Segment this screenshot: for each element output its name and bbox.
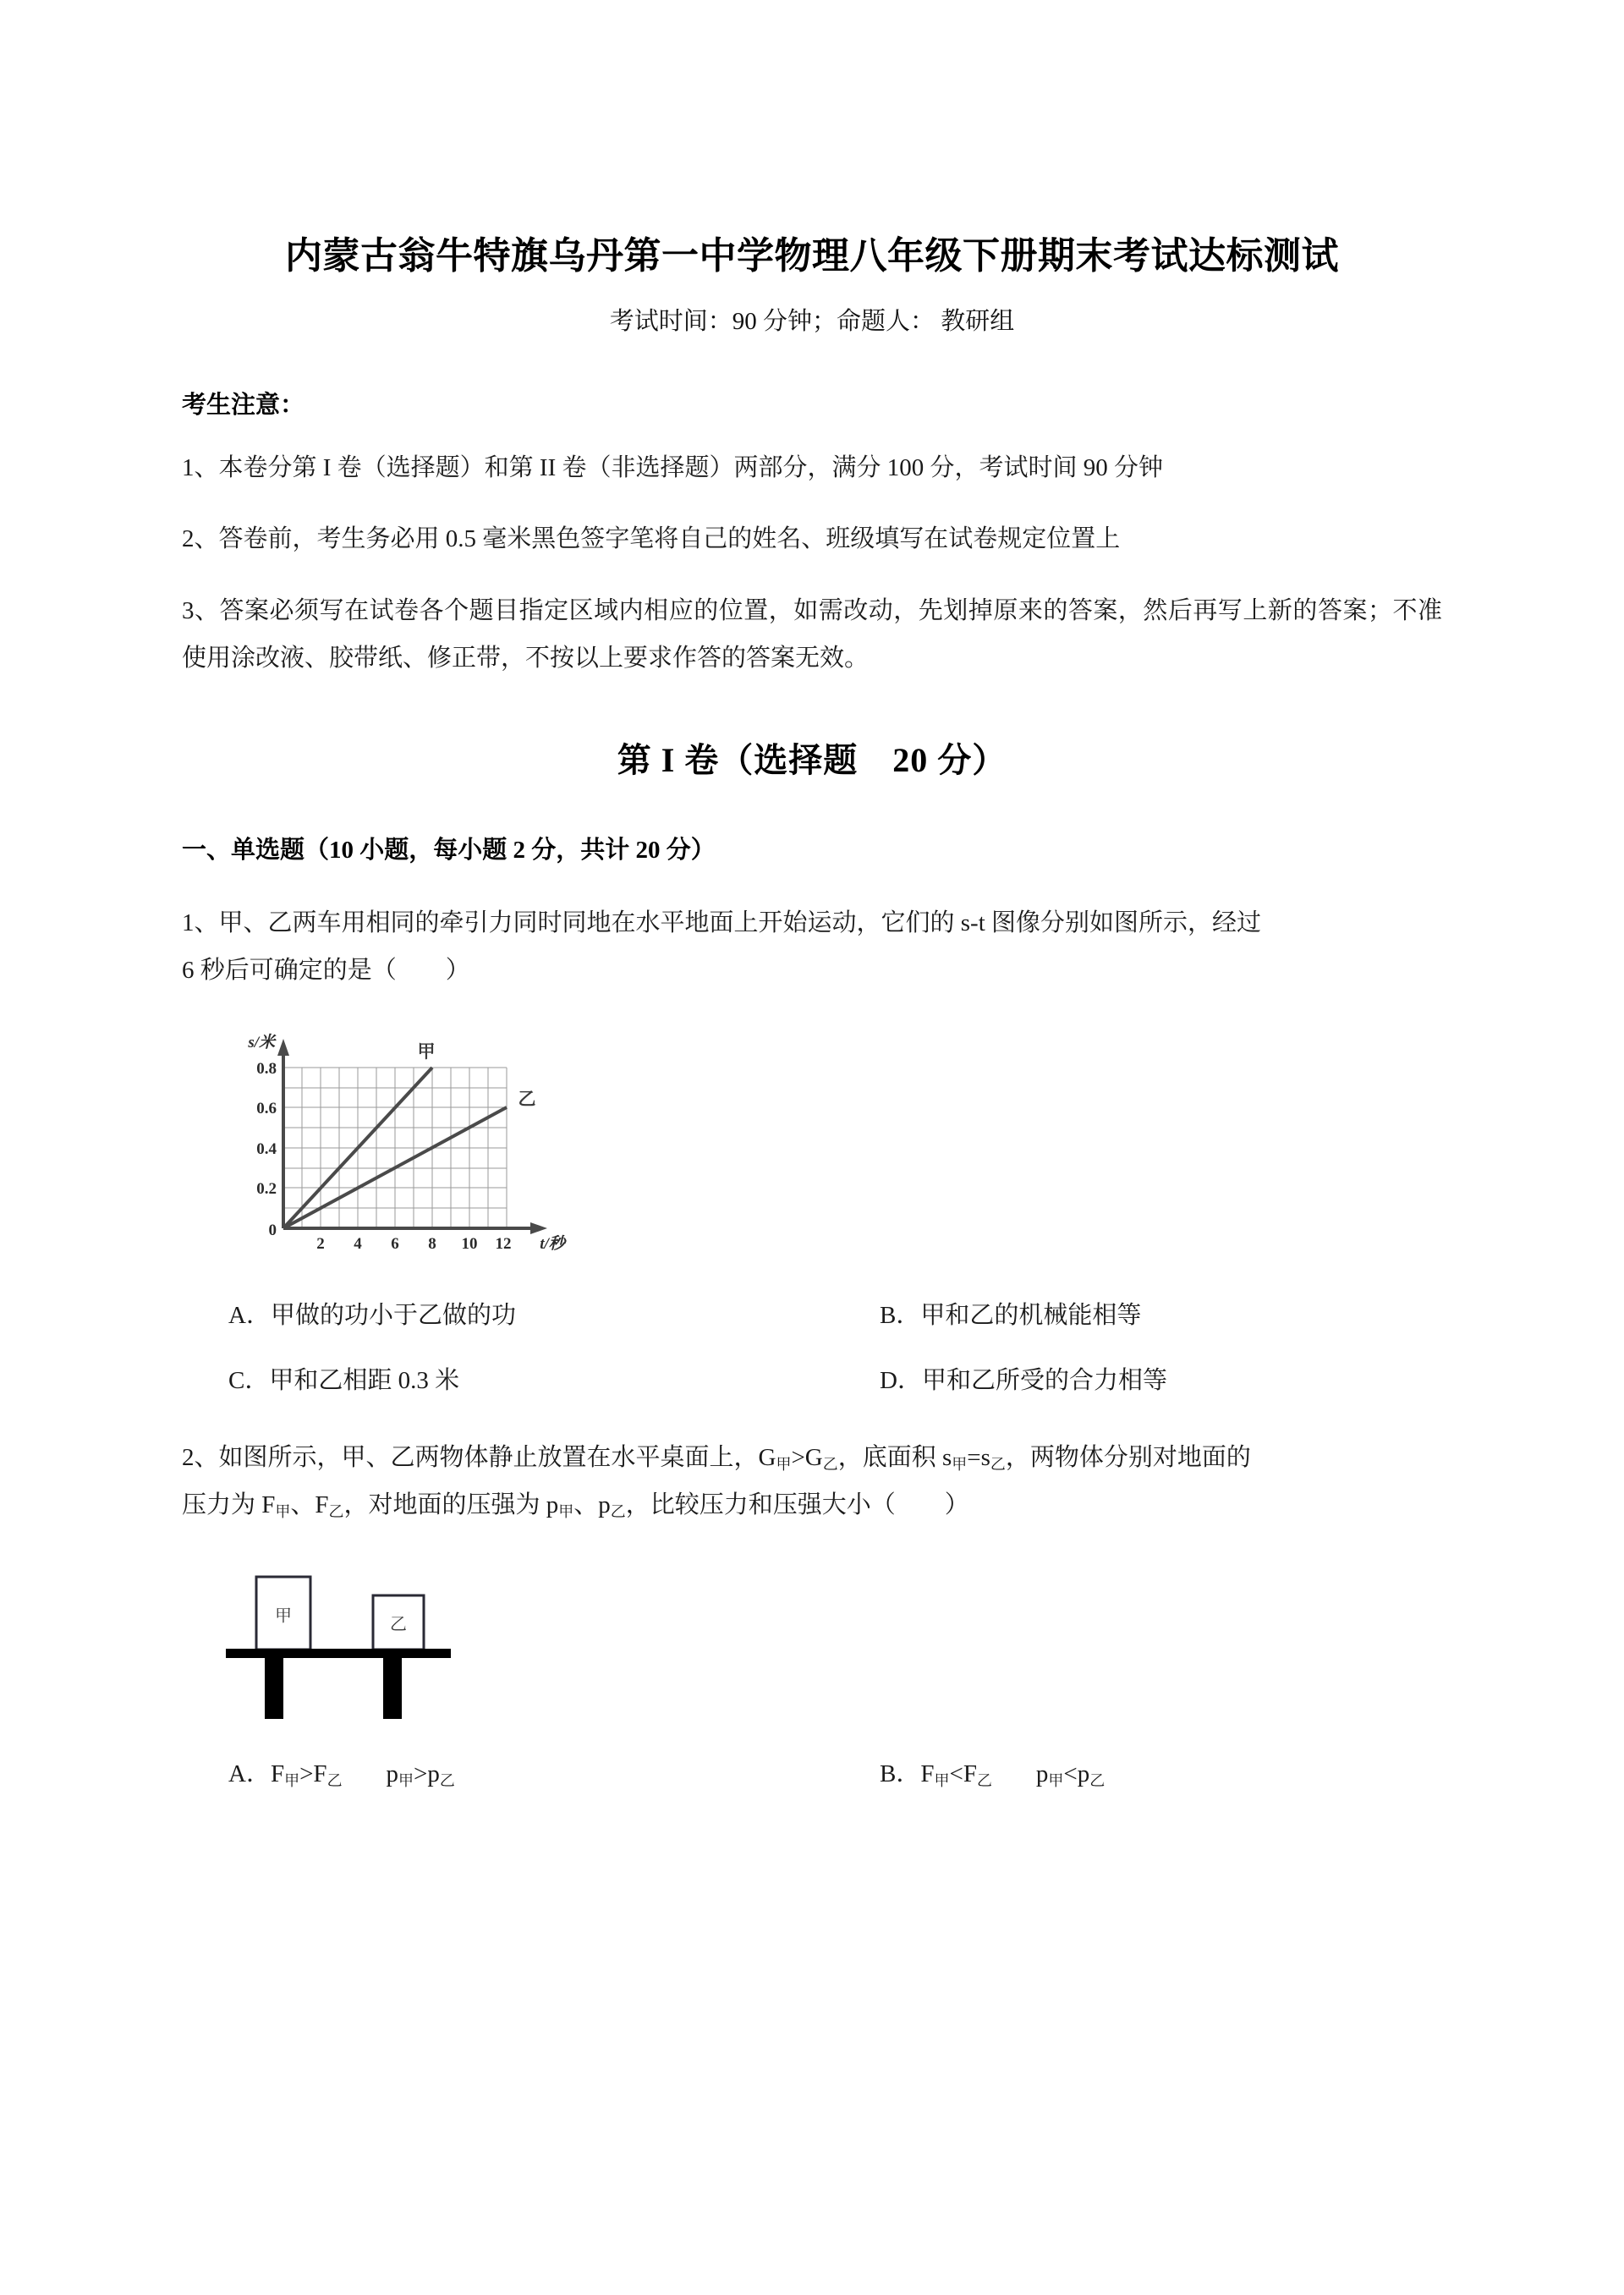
st-graph-grid <box>283 1068 507 1228</box>
q2-sub-jia-4: 甲 <box>558 1503 574 1521</box>
q2a-sub3: 甲 <box>398 1772 414 1789</box>
q2-f-yi: F <box>315 1491 329 1519</box>
x-tick-8: 8 <box>428 1234 436 1253</box>
q2b-f1: F <box>920 1760 935 1787</box>
x-tick-4: 4 <box>354 1234 362 1253</box>
page-title: 内蒙古翁牛特旗乌丹第一中学物理八年级下册期末考试达标测试 <box>285 235 1339 277</box>
y-tick-0.2: 0.2 <box>256 1179 277 1198</box>
table-leg-left <box>265 1658 283 1719</box>
q2a-p2: p <box>427 1760 440 1787</box>
question-2-stem <box>182 1434 1442 1482</box>
q2-g-jia: G <box>758 1443 776 1471</box>
block-jia-label: 甲 <box>275 1606 292 1626</box>
q2-opt-b-label: B． <box>880 1760 921 1787</box>
q2-opt-a-label: A． <box>228 1760 271 1787</box>
question-1-stem-line-1: 1、甲、乙两车用相同的牵引力同时同地在水平地面上开始运动，它们的 s-t 图像分别如图所示，经过 <box>182 909 1262 936</box>
st-graph-svg <box>216 1024 571 1260</box>
notice-item-3: 3、答案必须写在试卷各个题目指定区域内相应的位置，如需改动，先划掉原来的答案，然后再写上新的答案；不准使用涂改液、胶带纸、修正带，不按以上要求作答的答案无效。 <box>182 596 1442 673</box>
notice-item-2: 2、答卷前，考生务必用 0.5 毫米黑色签字笔将自己的姓名、班级填写在试卷规定位置上 <box>182 525 1121 553</box>
question-2-option-b[interactable] <box>880 1756 1442 1793</box>
y-tick-0.4: 0.4 <box>256 1139 277 1158</box>
q2-sep-2: 、 <box>573 1491 599 1519</box>
q2a-f2: F <box>313 1760 327 1787</box>
q2-mid-2: ，两物体分别对地面的 <box>1005 1443 1251 1471</box>
q2-mid-3: ，对地面的压强为 <box>343 1491 546 1519</box>
x-tick-10: 10 <box>461 1234 478 1253</box>
q2-sub-yi-2: 乙 <box>990 1455 1006 1473</box>
q2a-p1: p <box>386 1760 399 1787</box>
q2-f-jia: F <box>261 1491 276 1519</box>
q2-sep-1: 、 <box>290 1491 315 1519</box>
y-tick-0.6: 0.6 <box>256 1099 277 1117</box>
q2b-sub2: 乙 <box>976 1772 992 1789</box>
y-axis-arrow-icon <box>277 1039 289 1056</box>
q2b-sub3: 甲 <box>1048 1772 1064 1789</box>
q2-gt-1: > <box>791 1443 805 1471</box>
q2-g-yi: G <box>804 1443 823 1471</box>
q2-s-yi: s <box>980 1443 990 1471</box>
q2-sub-yi-4: 乙 <box>610 1503 626 1521</box>
q2-sub-jia-1: 甲 <box>776 1455 792 1473</box>
notice-item-1: 1、本卷分第 I 卷（选择题）和第 II 卷（非选择题）两部分，满分 100 分，考试时间 90 分钟 <box>182 453 1163 481</box>
y-tick-0.8: 0.8 <box>256 1059 277 1078</box>
q2b-sub1: 甲 <box>934 1772 950 1789</box>
y-axis-label: s/米 <box>248 1033 275 1051</box>
q2-eq: = <box>967 1443 981 1471</box>
q2b-p2: p <box>1077 1760 1090 1787</box>
part-one-heading: 第 I 卷（选择题 20 分） <box>617 740 1007 779</box>
q2-sub-yi-3: 乙 <box>328 1503 344 1521</box>
question-1 <box>182 865 1442 1400</box>
notice-heading: 考生注意： <box>182 391 305 419</box>
x-tick-12: 12 <box>495 1234 512 1253</box>
series-label-yi: 乙 <box>518 1088 536 1109</box>
q2-lead-text: 2、如图所示，甲、乙两物体静止放置在水平桌面上， <box>182 1443 759 1471</box>
q2-sub-jia-3: 甲 <box>275 1503 291 1521</box>
question-1-option-c[interactable]: C．甲和乙相距 0.3 米 <box>228 1367 460 1395</box>
q2b-f2: F <box>963 1760 977 1787</box>
table-top <box>226 1649 451 1658</box>
question-2 <box>182 1400 1442 1793</box>
question-1-stem-line-2: 6 秒后可确定的是（ ） <box>182 957 470 985</box>
q2a-sub1: 甲 <box>284 1772 300 1789</box>
series-label-jia: 甲 <box>417 1040 436 1062</box>
question-1-option-b[interactable]: B．甲和乙的机械能相等 <box>880 1301 1142 1329</box>
question-1-option-a[interactable]: A．甲做的功小于乙做的功 <box>228 1301 516 1329</box>
question-2-option-a[interactable] <box>228 1756 880 1793</box>
question-2-figure-table-blocks <box>182 1529 1442 1719</box>
x-tick-6: 6 <box>391 1234 399 1253</box>
question-1-option-d[interactable]: D．甲和乙所受的合力相等 <box>880 1367 1167 1395</box>
q2-mid-1: ，底面积 <box>837 1443 942 1471</box>
question-2-stem-line-2 <box>182 1481 1442 1529</box>
q2a-f1: F <box>270 1760 285 1787</box>
q2-line2-lead: 压力为 <box>182 1491 262 1519</box>
q2-p-yi: p <box>598 1491 611 1519</box>
q2-s-jia: s <box>941 1443 952 1471</box>
q2a-rel2: > <box>414 1760 428 1787</box>
question-1-figure-st-graph <box>182 995 1442 1260</box>
table-leg-right <box>383 1658 402 1719</box>
q2-sub-jia-2: 甲 <box>952 1455 968 1473</box>
q2b-p1: p <box>1035 1760 1049 1787</box>
q2b-sub4: 乙 <box>1089 1772 1106 1789</box>
block-yi-label: 乙 <box>390 1615 407 1634</box>
question-1-options <box>182 1260 1442 1400</box>
table-blocks-svg <box>216 1558 486 1719</box>
q2-sub-yi-1: 乙 <box>822 1455 838 1473</box>
q2a-sub2: 乙 <box>326 1772 343 1789</box>
x-axis-arrow-icon <box>530 1222 547 1234</box>
st-graph-axes <box>283 1049 535 1228</box>
q2-p-jia: p <box>546 1491 559 1519</box>
question-2-options <box>182 1719 1442 1793</box>
q2b-rel2: < <box>1063 1760 1078 1787</box>
q2-mid-4: ，比较压力和压强大小（ ） <box>625 1491 969 1519</box>
q2a-sub4: 乙 <box>439 1772 455 1789</box>
x-tick-2: 2 <box>316 1234 325 1253</box>
q2a-rel1: > <box>299 1760 314 1787</box>
exam-subtitle: 考试时间：90 分钟；命题人： 教研组 <box>609 308 1015 335</box>
q2b-rel1: < <box>949 1760 963 1787</box>
origin-label: 0 <box>268 1221 277 1239</box>
x-axis-label: t/秒 <box>540 1234 565 1253</box>
single-choice-group-heading: 一、单选题（10 小题，每小题 2 分，共计 20 分） <box>182 836 716 864</box>
